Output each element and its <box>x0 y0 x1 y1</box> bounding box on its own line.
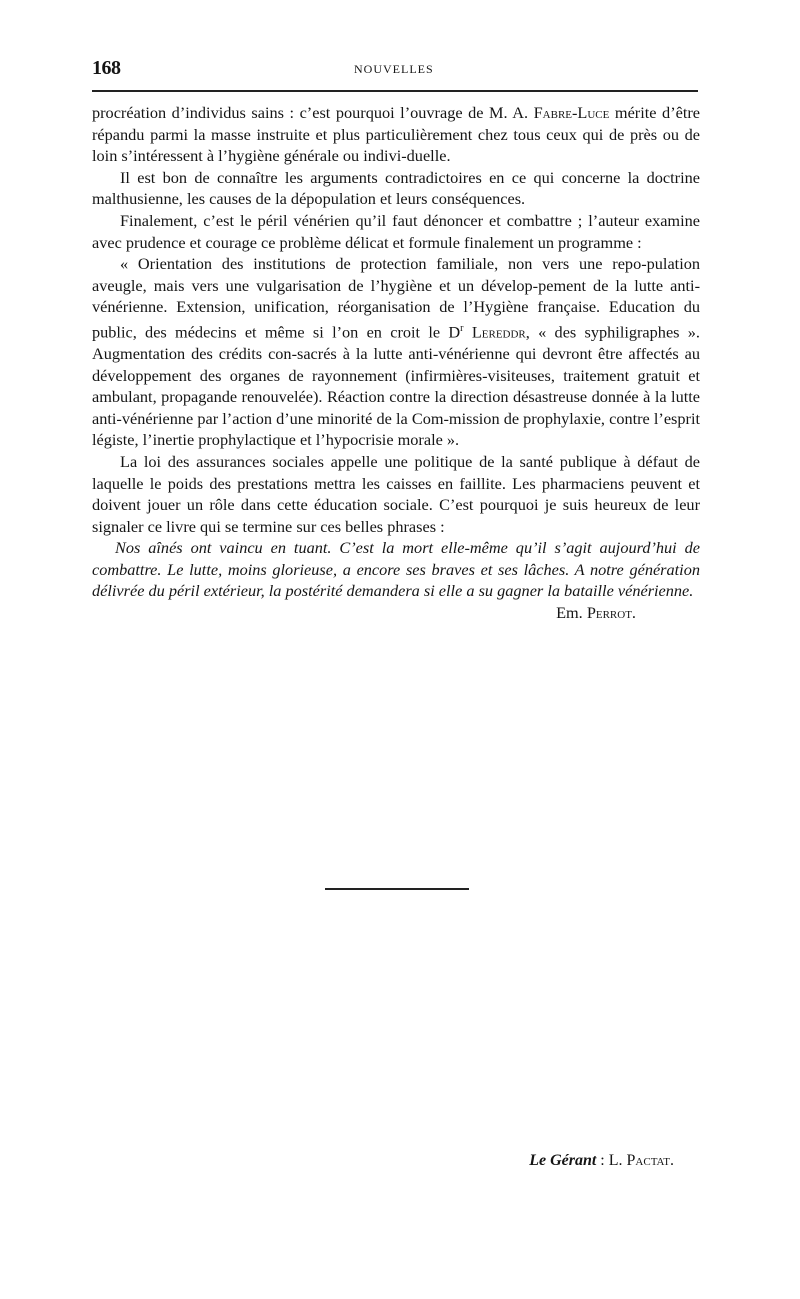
footer-name: Pactat. <box>626 1152 674 1169</box>
signature-prefix: Em. <box>556 603 587 623</box>
paragraph-3: Finalement, c’est le péril vénérien qu’il faut dénoncer et combattre ; l’auteur examine avec prudence et courage ce problème délicat et formule finalement un programme : <box>92 210 700 252</box>
paragraph-4-text-a: « Orientation des institutions de protection familiale, non vers une repo-pulation aveugle, mais vers une vulgarisation de l’hygiène et un dévelop-pement de la lutte anti-vénérienne. Extension, unification, réorganisation de l’Hygiène française. Education du public, des médecins et même si l’on en croit le D <box>92 254 700 342</box>
header-rule <box>92 90 698 92</box>
footer-separator: : <box>596 1152 609 1169</box>
signature-name: Perrot. <box>586 603 636 623</box>
paragraph-1-text-b: mérite d’être répandu parmi la masse instruite et plus particulièrement chez tous ceux qui de près ou de loin s’intéressent à l’hygiène générale ou indivi-duelle. <box>92 103 701 166</box>
footer-name-prefix: L. <box>608 1152 627 1169</box>
paragraph-2: Il est bon de connaître les arguments contradictoires en ce qui concerne la doctrine malthusienne, les causes de la dépopulation et leurs conséquences. <box>92 167 700 209</box>
signature <box>92 602 700 624</box>
cited-name: Lereddr <box>471 322 526 342</box>
footer-imprint <box>529 1152 674 1170</box>
author-name: Fabre-Luce <box>533 103 610 122</box>
article-body <box>92 102 700 624</box>
paragraph-1 <box>92 102 700 167</box>
paragraph-5: La loi des assurances sociales appelle une politique de la santé publique à défaut de laquelle le poids des prestations mettra les caisses en faillite. Les pharmaciens peuvent et doivent jouer un rôle dans cette éducation sociale. C’est pourquoi je suis heureux de leur signaler ce livre qui se termine sur ces belles phrases : <box>92 451 700 536</box>
paragraph-1-text-a: procréation d’individus sains : c’est pourquoi l’ouvrage de M. A. <box>92 103 534 122</box>
page-number: 168 <box>92 57 121 79</box>
end-rule <box>325 888 469 890</box>
closing-quote: Nos aînés ont vaincu en tuant. C’est la mort elle-même qu’il s’agit aujourd’hui de combattre. Le lutte, moins glorieuse, a encore ses braves et ses lâches. A notre génération délivrée du péril extérieur, la postérité demandera si elle a su gagner la bataille vénérienne. <box>92 538 700 601</box>
paragraph-4-text-b: , « des syphiligraphes ». Augmentation des crédits con-sacrés à la lutte anti-vénérienne qui devront être affectés au développement des organes de rayonnement (infirmières-visiteuses, traitement gratuit et ambulant, propagande renouvelée). Réaction contre la direction désastreuse donnée à la lutte anti-vénérienne par l’action d’une minorité de la Com-mission de prophylaxie, contre l’esprit légiste, l’inertie prophylactique et l’hypocrisie morale ». <box>92 322 701 450</box>
footer-label: Le Gérant <box>529 1152 597 1169</box>
paragraph-4-quote <box>92 253 700 451</box>
running-head: NOUVELLES <box>354 62 434 76</box>
doctor-superscript: r <box>460 322 464 334</box>
